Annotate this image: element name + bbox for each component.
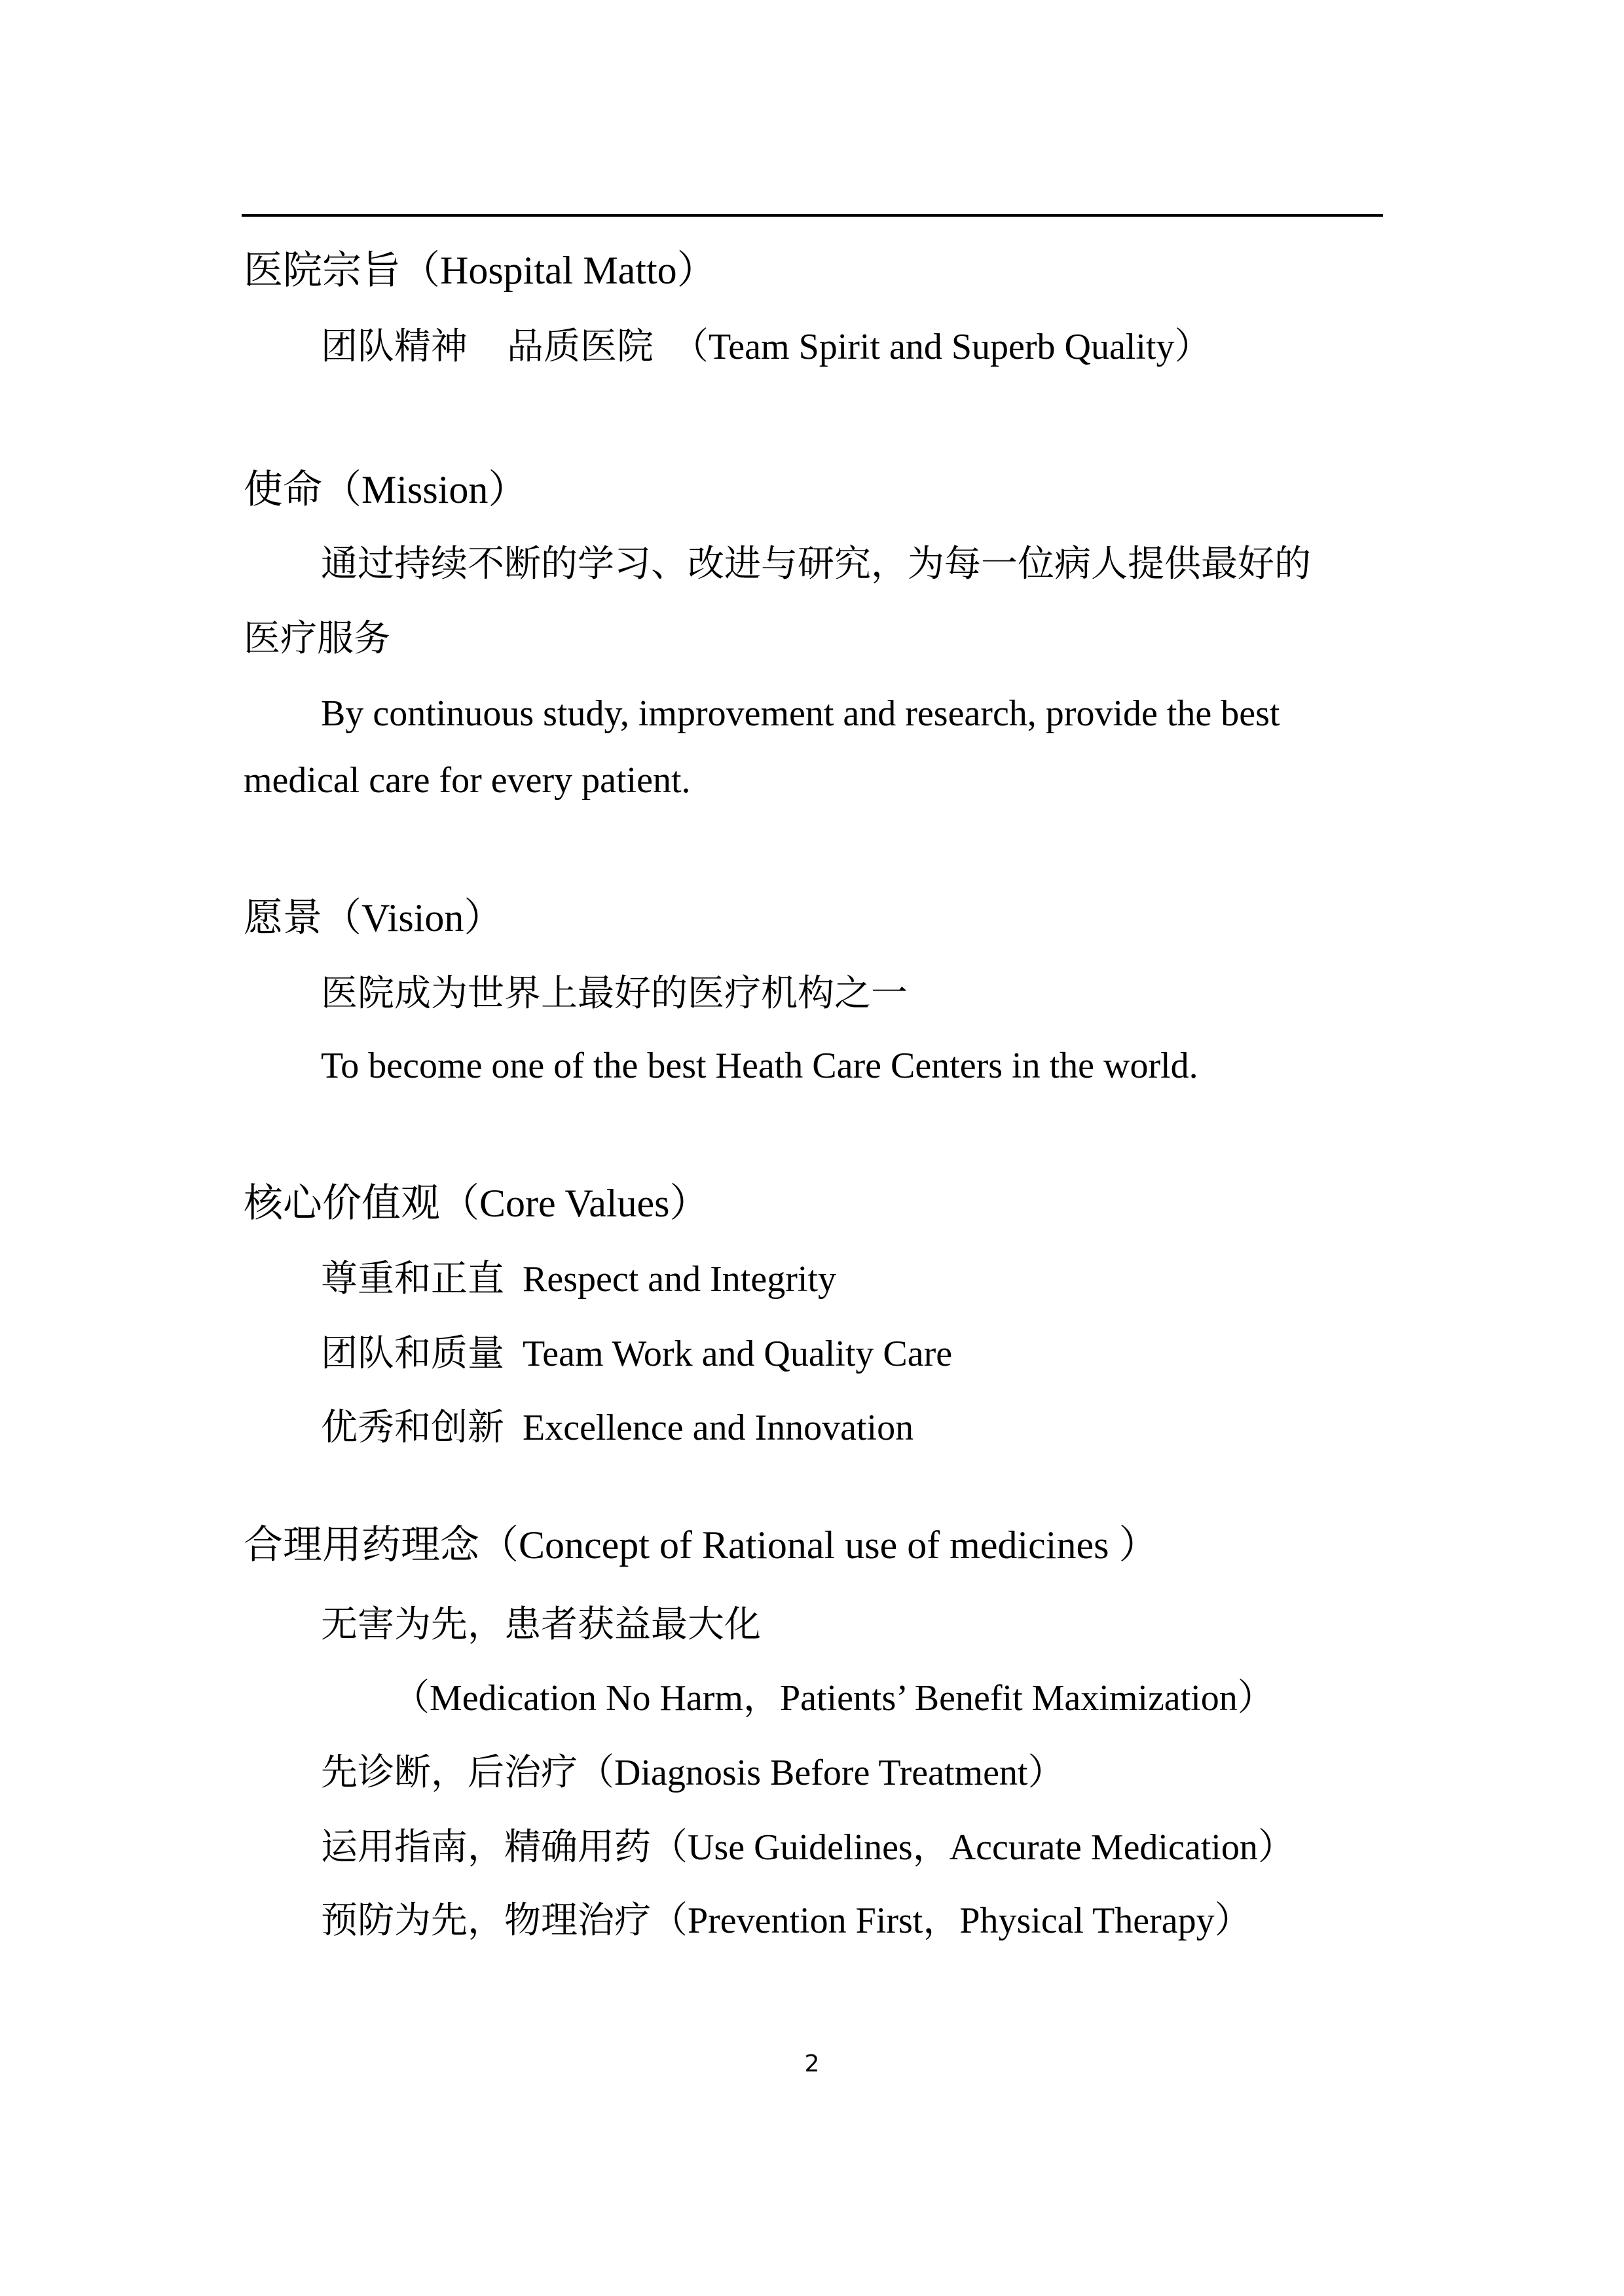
rational-use-item-en: （Use Guidelines，Accurate Medication） <box>651 1827 1295 1868</box>
motto-line <box>321 325 1211 368</box>
rational-use-heading <box>244 1522 1158 1568</box>
core-value-cn: 尊重和正直 <box>321 1258 504 1300</box>
core-values-heading-cn: 核心价值观 <box>244 1180 440 1226</box>
core-values-heading <box>244 1180 709 1226</box>
vision-heading <box>244 895 504 941</box>
vision-en-line: To become one of the best Heath Care Centers in the world. <box>321 1046 1198 1086</box>
rational-use-item-cn: 运用指南，精确用药 <box>321 1826 651 1868</box>
core-value-cn: 优秀和创新 <box>321 1406 504 1449</box>
vision-heading-en: （Vision） <box>322 896 504 939</box>
core-value-en: Team Work and Quality Care <box>523 1334 953 1374</box>
header-rule <box>242 214 1383 217</box>
rational-use-item <box>321 1751 1065 1794</box>
motto-en: （Team Spirit and Superb Quality） <box>672 327 1211 367</box>
mission-cn-line-2: 医疗服务 <box>244 617 390 660</box>
core-value-item <box>321 1258 836 1300</box>
rational-use-item <box>321 1899 1251 1942</box>
motto-heading-en: （Hospital Matto） <box>401 249 716 292</box>
core-value-en: Excellence and Innovation <box>523 1408 914 1448</box>
motto-cn-1: 团队精神 <box>321 325 468 368</box>
rational-use-item-en: （Prevention First，Physical Therapy） <box>651 1901 1251 1941</box>
core-value-item <box>321 1332 953 1375</box>
mission-heading-cn: 使命 <box>244 467 322 513</box>
mission-en-line-1: By continuous study, improvement and research, provide the best <box>321 693 1280 734</box>
page-number: 2 <box>804 2050 820 2077</box>
vision-heading-cn: 愿景 <box>244 895 322 941</box>
rational-use-item-cn: 先诊断，后治疗 <box>321 1751 578 1794</box>
rational-use-item-cn: 预防为先，物理治疗 <box>321 1899 651 1942</box>
core-value-cn: 团队和质量 <box>321 1332 504 1375</box>
motto-heading-cn: 医院宗旨 <box>244 247 401 293</box>
motto-heading <box>244 247 716 293</box>
mission-cn-line-1: 通过持续不断的学习、改进与研究，为每一位病人提供最好的 <box>321 543 1311 585</box>
rational-use-heading-cn: 合理用药理念 <box>244 1522 479 1568</box>
rational-use-item <box>321 1826 1295 1868</box>
mission-en-line-2: medical care for every patient. <box>244 760 691 801</box>
rational-use-heading-en: （Concept of Rational use of medicines ） <box>479 1523 1158 1567</box>
rational-use-item-en: （Diagnosis Before Treatment） <box>578 1753 1065 1793</box>
vision-cn-line: 医院成为世界上最好的医疗机构之一 <box>321 972 908 1015</box>
motto-cn-2: 品质医院 <box>507 325 654 368</box>
rational-use-item-en: （Medication No Harm，Patients’ Benefit Maximization） <box>393 1678 1274 1719</box>
mission-heading <box>244 467 528 513</box>
core-values-heading-en: （Core Values） <box>440 1182 709 1225</box>
core-value-item <box>321 1406 914 1449</box>
core-value-en: Respect and Integrity <box>523 1259 836 1300</box>
mission-heading-en: （Mission） <box>322 468 528 511</box>
rational-use-item-cn: 无害为先，患者获益最大化 <box>321 1603 761 1646</box>
